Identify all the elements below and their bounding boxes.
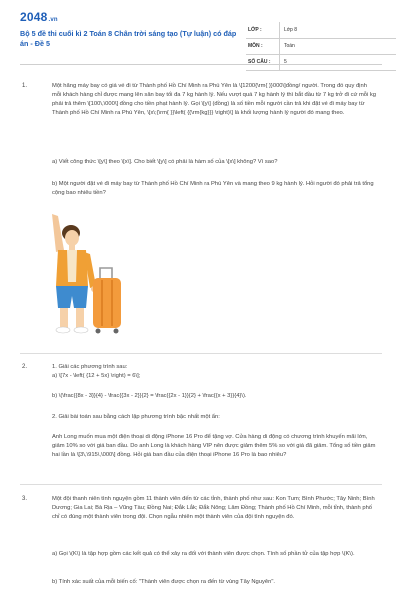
logo-suffix: .vn [48,17,58,23]
question-sub-heading: 1. Giải các phương trình sau: [52,364,128,370]
meta-row-class [246,22,396,38]
meta-value: Toán [280,38,397,54]
question-part-b: b) Tính xác suất của mỗi biến cố: "Thành viên được chọn ra đến từ vùng Tây Nguyên". [52,579,275,585]
logo-main: 2048 [20,10,48,24]
question-text: Một hãng máy bay có giá vé đi từ Thành phố Hồ Chí Minh ra Phú Yên là \[1200{\rm{ }}000\]đồng/ người. Trong đó quy định mỗi khách hàng chỉ được mang lên sân bay tối đa 7 kg hành lý. Nếu vượt quá 7 kg hành lý thì bắt đầu từ 7 kg trở đi cứ mỗi kg phải trả thêm \[100\,\000\] đồng cho tiền phạt hành lý. Gọi \[y\] (đồng) là số tiền mỗi người cần trả khi đặt vé đi máy bay từ Thành phố Hồ Chí Minh ra Phú Yên, \[x\;{\rm{ }}\left( {{\rm{kg}}} \right)\] là khối lượng hành lý người đó mang theo. [52,83,377,116]
question-number: 3. [22,496,28,502]
page-header [20,10,382,65]
document-title: Bộ 5 đề thi cuối kì 2 Toán 8 Chân trời sáng tạo (Tự luận) có đáp án - Đề 5 [20,29,237,48]
question-number: 2. [22,364,28,370]
question-divider [20,353,382,354]
meta-row-question-count [246,54,396,70]
meta-label: LỚP : [246,22,280,38]
meta-label: MÔN : [246,38,280,54]
equation-a: a) \[7x - \left( {12 + 5x} \right) = 6\]; [52,373,141,379]
traveler-illustration [38,208,138,344]
question-text: Một đội thanh niên tình nguyện gồm 11 thành viên đến từ các tỉnh, thành phố như sau: Kon Tum; Bình Phước; Tây Ninh; Bình Dương; Gia Lai; Bà Rịa – Vũng Tàu; Đồng Nai; Đắk Lắk; Đắk Nông; Lâm Đồng; Thành phố Hồ Chí Minh, mỗi tỉnh, thành phố chỉ có đúng một thành viên trong đội. Chọn ngẫu nhiên một thành viên của đội tình nguyện đó. [52,496,375,520]
meta-value: Lớp 8 [280,22,397,38]
question-number: 1. [22,83,28,89]
question-part-a: a) Gọi \(K\) là tập hợp gồm các kết quả có thể xảy ra đối với thành viên được chọn. Tính số phần tử của tập hợp \(K\). [52,551,355,557]
question-part-a: a) Viết công thức \[y\] theo \[x\]. Cho biết \[y\] có phải là hàm số của \[x\] không? Vì sao? [52,159,278,165]
question-divider [20,484,382,485]
question-part-b: b) Một người đặt vé đi máy bay từ Thành phố Hồ Chí Minh ra Phú Yên và mang theo 9 kg hành lý. Hỏi người đó phải trả tổng cộng bao nhiêu tiền? [52,181,374,196]
equation-b: b) \(\frac{{8x - 3}}{4} - \frac{{3x - 2}}{2} = \frac{{2x - 1}}{2} + \frac{{x + 3}}{4}\). [52,393,247,399]
meta-row-subject [246,38,396,54]
site-logo[interactable] [20,10,58,24]
word-problem-text: Anh Long muốn mua một điện thoại di động iPhone 16 Pro để tặng vợ. Cửa hàng di động có chương trình khuyến mãi lớn, giảm 10% so với giá ban đầu. Do anh Long là khách hàng VIP nên được giảm thêm 5% so với giá đã giảm. Tổng số tiền giảm hai lần là \[3\,\915\,\000\] đồng. Hỏi giá ban đầu của điện thoại iPhone 16 Pro là bao nhiêu? [52,434,376,458]
header-divider [20,64,382,65]
question-sub-heading: 2. Giải bài toán sau bằng cách lập phương trình bậc nhất một ẩn: [52,414,220,420]
meta-label: SỐ CÂU : [246,54,280,70]
meta-value: 5 [280,54,397,70]
